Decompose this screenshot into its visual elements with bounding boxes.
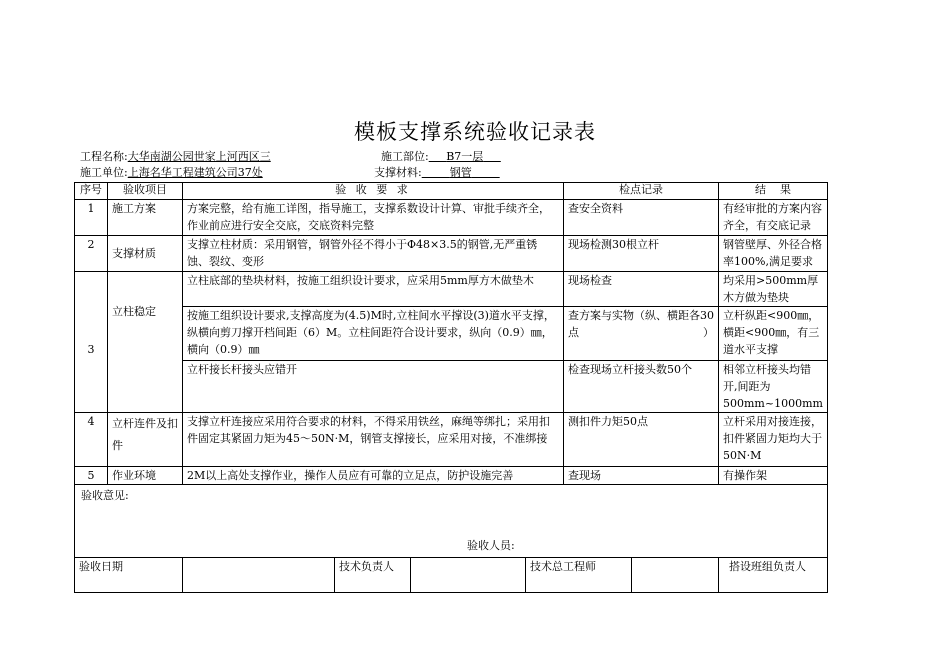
row-seq: 1 bbox=[75, 200, 108, 236]
row-result: 钢管壁厚、外径合格率100%,满足要求 bbox=[719, 236, 828, 272]
tech-lead-label: 技术负责人 bbox=[335, 558, 411, 593]
header-requirement: 验 收 要 求 bbox=[183, 183, 564, 200]
row-result: 立杆纵距<900㎜，横距<900㎜，有三道水平支撑 bbox=[719, 307, 828, 361]
acceptance-opinion-cell bbox=[75, 485, 828, 558]
construction-unit-label: 施工单位: bbox=[80, 166, 128, 179]
table-row bbox=[75, 200, 828, 236]
construction-unit-field bbox=[80, 166, 263, 180]
row-item: 作业环境 bbox=[108, 467, 183, 485]
construction-part-value: B7一层 bbox=[446, 150, 484, 163]
construction-part-field bbox=[381, 150, 501, 164]
row-requirement: 2M以上高处支撑作业，操作人员应有可靠的立足点，防护设施完善 bbox=[183, 467, 564, 485]
row-seq: 3 bbox=[75, 272, 108, 413]
acceptance-date-label: 验收日期 bbox=[75, 558, 183, 593]
table-row bbox=[75, 236, 828, 272]
row-requirement: 立杆接长杆接头应错开 bbox=[183, 361, 564, 413]
row-requirement: 按施工组织设计要求,支撑高度为(4.5)M时,立柱间水平撑设(3)道水平支撑，纵横向剪刀撑开档间距（6）M。立柱间距符合设计要求，纵向（0.9）㎜，横向（0.9）㎜ bbox=[183, 307, 564, 361]
row-seq: 2 bbox=[75, 236, 108, 272]
row-result: 均采用>500mm厚木方做为垫块 bbox=[719, 272, 828, 307]
header-check: 检点记录 bbox=[564, 183, 719, 200]
row-check: 查现场 bbox=[564, 467, 719, 485]
table-row bbox=[75, 467, 828, 485]
support-material-field bbox=[374, 166, 500, 180]
row-requirement: 方案完整，给有施工详图，指导施工，支撑系数设计计算、审批手续齐全，作业前应进行安全交底，交底资料完整 bbox=[183, 200, 564, 236]
row-result: 相邻立杆接头均错开,间距为500mm~1000mm bbox=[719, 361, 828, 413]
acceptor-label: 验收人员: bbox=[467, 539, 515, 552]
row-item: 立杆连件及扣件 bbox=[108, 413, 183, 467]
crew-lead-label: 搭设班组负责人 bbox=[719, 558, 828, 593]
header-result: 结 果 bbox=[719, 183, 828, 200]
row-requirement: 支撑立柱材质：采用钢管，钢管外径不得小于Φ48×3.5的钢管,无严重锈蚀、裂纹、变形 bbox=[183, 236, 564, 272]
row-item: 支撑材质 bbox=[108, 236, 183, 272]
project-name-label: 工程名称: bbox=[80, 150, 128, 163]
signature-row bbox=[75, 558, 828, 593]
table-row bbox=[75, 361, 828, 413]
row-result: 有操作架 bbox=[719, 467, 828, 485]
row-check: 现场检查 bbox=[564, 272, 719, 307]
row-requirement: 立柱底部的垫块材料，按施工组织设计要求，应采用5mm厚方木做垫木 bbox=[183, 272, 564, 307]
row-check: 测扣件力矩50点 bbox=[564, 413, 719, 467]
table-row bbox=[75, 272, 828, 307]
row-result: 立杆采用对接连接，扣件紧固力矩均大于50N·M bbox=[719, 413, 828, 467]
acceptance-opinion-label: 验收意见: bbox=[81, 489, 129, 502]
header-item: 验收项目 bbox=[108, 183, 183, 200]
project-name-value: 大华南湖公园世家上河西区三 bbox=[127, 150, 271, 163]
construction-unit-value: 上海名华工程建筑公司37处 bbox=[127, 166, 263, 179]
row-seq: 5 bbox=[75, 467, 108, 485]
page-title: 模板支撑系统验收记录表 bbox=[354, 120, 596, 144]
row-item: 立柱稳定 bbox=[108, 272, 183, 413]
table-row bbox=[75, 307, 828, 361]
row-seq: 4 bbox=[75, 413, 108, 467]
acceptance-date-value[interactable] bbox=[183, 558, 335, 593]
row-check: 现场检测30根立杆 bbox=[564, 236, 719, 272]
construction-part-label: 施工部位: bbox=[381, 150, 429, 163]
support-material-value: 钢管 bbox=[449, 166, 472, 179]
row-check: 查方案与实物（纵、横距各30点） bbox=[564, 307, 719, 361]
acceptance-table bbox=[74, 182, 828, 593]
row-check: 查安全资料 bbox=[564, 200, 719, 236]
row-result: 有经审批的方案内容齐全，有交底记录 bbox=[719, 200, 828, 236]
tech-lead-value[interactable] bbox=[411, 558, 526, 593]
table-header-row bbox=[75, 183, 828, 200]
row-check: 检查现场立杆接头数50个 bbox=[564, 361, 719, 413]
opinion-row bbox=[75, 485, 828, 558]
project-name-field bbox=[80, 150, 271, 164]
row-item: 施工方案 bbox=[108, 200, 183, 236]
row-requirement: 支撑立杆连接应采用符合要求的材料，不得采用铁丝，麻绳等绑扎；采用扣件固定其紧固力矩为45～50N·M，钢管支撑接长，应采用对接，不准绑接 bbox=[183, 413, 564, 467]
chief-engineer-value[interactable] bbox=[632, 558, 719, 593]
support-material-label: 支撑材料: bbox=[374, 166, 422, 179]
table-row bbox=[75, 413, 828, 467]
header-seq: 序号 bbox=[75, 183, 108, 200]
chief-engineer-label: 技术总工程师 bbox=[526, 558, 632, 593]
